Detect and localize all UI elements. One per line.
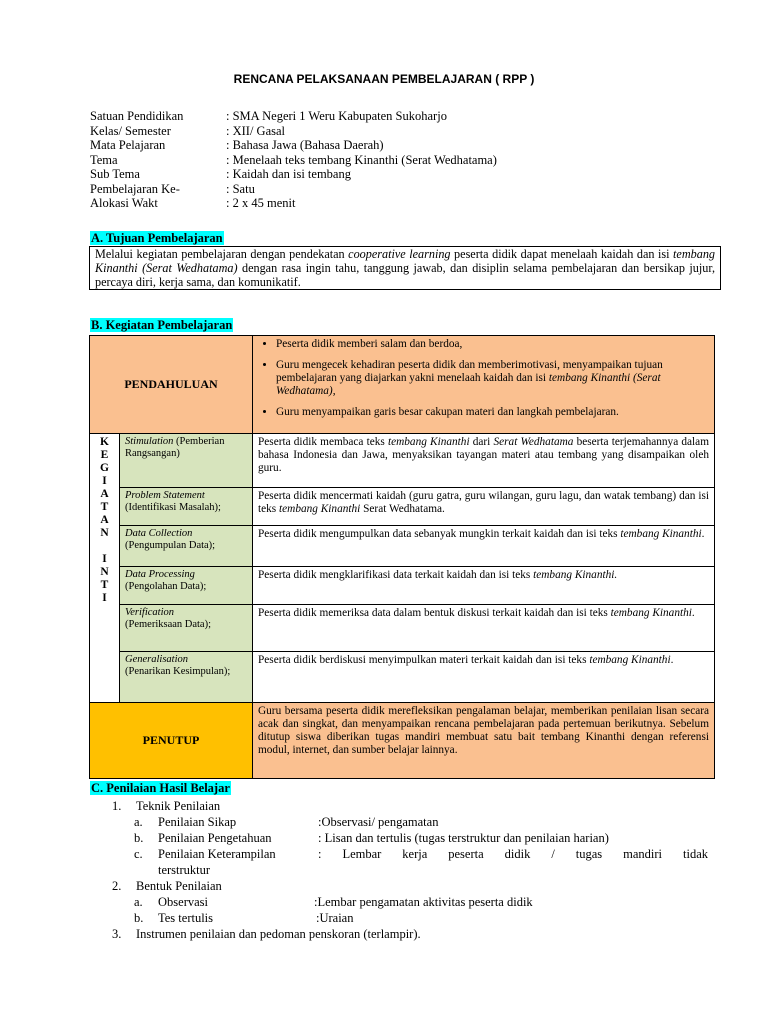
objective-text: dengan rasa ingin tahu, tanggung jawab, dan disiplin selama pembelajaran dan bersikap jujur, percaya diri, kerja sama, dan komunikatif.	[95, 261, 715, 289]
objective-text: Melalui kegiatan pembelajaran dengan pendekatan	[95, 247, 349, 261]
list-item	[112, 878, 708, 894]
sub-name: Penilaian Keterampilan	[158, 847, 276, 861]
desc-text: dari	[469, 436, 494, 448]
sub-letter: b.	[134, 911, 144, 925]
desc-italic: tembang Kinanthi	[387, 436, 470, 448]
letter: I	[102, 592, 107, 604]
sub-spacer	[134, 862, 158, 878]
identity-row	[90, 167, 497, 182]
step-name-italic: Generalisation	[125, 654, 188, 665]
letter: I	[102, 553, 107, 565]
sub-value: :Observasi/ pengamatan	[318, 815, 439, 829]
desc-text: .	[691, 607, 695, 619]
identity-value: : SMA Negeri 1 Weru Kabupaten Sukoharjo	[226, 109, 447, 123]
desc-italic: Serat Wedhatama	[493, 436, 574, 448]
penutup-content: Guru bersama peserta didik merefleksikan pengalaman belajar, memberikan penilaian lisan secara acak dan singkat, dan menyampaikan rencana pembelajaran pada pertemuan berikutnya. Sebelum ditutup siswa diberikan tugas mandiri membuat satu bait tembang Kinanthi dengan referensi modul, internet, dan sumber belajar lainnya.	[253, 703, 715, 779]
sub-value: :Lembar pengamatan aktivitas peserta didik	[314, 895, 533, 909]
objective-text-italic: tembang Kinanthi (Serat Wedhatama)	[95, 247, 716, 275]
identity-label: Pembelajaran Ke-	[90, 181, 180, 196]
identity-row	[90, 153, 497, 168]
desc-text: Peserta didik mengklarifikasi data terkait kaidah dan isi teks	[258, 569, 534, 581]
identity-row	[90, 196, 497, 211]
step-description	[253, 488, 715, 526]
desc-text: Serat Wedhatama.	[360, 503, 445, 515]
objective-text-italic: cooperative learning	[348, 247, 451, 261]
step-description	[253, 605, 715, 652]
step-name-text: (Penarikan Kesimpulan);	[125, 666, 231, 677]
section-c-heading-wrap	[90, 781, 231, 796]
sub-item	[112, 830, 708, 846]
letter: I	[102, 475, 107, 487]
sub-name: Penilaian Pengetahuan	[158, 831, 272, 845]
pendahuluan-list	[258, 338, 709, 419]
list-number: 1.	[112, 799, 122, 813]
identity-label: Mata Pelajaran	[90, 138, 166, 152]
step-name	[120, 567, 253, 605]
step-name-italic: Data Collection	[125, 528, 193, 539]
sub-item	[112, 814, 708, 830]
sub-item	[112, 894, 708, 910]
step-description	[253, 526, 715, 567]
step-name-text: (Identifikasi Masalah);	[125, 502, 221, 513]
sub-item	[112, 846, 708, 862]
desc-text: Peserta didik memeriksa data dalam bentuk diskusi terkait kaidah dan isi teks	[258, 607, 611, 619]
step-name	[120, 434, 253, 488]
penutup-label: PENUTUP	[90, 703, 253, 779]
identity-row	[90, 138, 497, 153]
step-description	[253, 434, 715, 488]
desc-italic: tembang Kinanthi.	[533, 569, 618, 581]
step-row	[90, 434, 715, 488]
section-c-heading: C. Penilaian Hasil Belajar	[91, 781, 230, 795]
document-title: RENCANA PELAKSANAAN PEMBELAJARAN ( RPP )	[233, 72, 535, 86]
identity-label: Kelas/ Semester	[90, 123, 171, 138]
step-description	[253, 652, 715, 703]
list-item: • Peserta didik memberi salam dan berdoa,	[276, 338, 709, 351]
identity-row	[90, 109, 497, 124]
desc-text: Peserta didik membaca teks	[258, 436, 388, 448]
sub-letter: c.	[134, 847, 143, 861]
pendahuluan-row	[90, 336, 715, 434]
sub-item-continuation	[112, 862, 708, 878]
desc-italic: tembang Kinanthi	[620, 528, 702, 540]
desc-text: Peserta didik mencermati kaidah (guru gatra, guru wilangan, guru lagu, dan watak tembang) dan isi teks	[258, 490, 709, 515]
desc-text: .	[701, 528, 705, 540]
list-item	[276, 359, 709, 398]
letter: A	[100, 488, 109, 500]
letter: K	[100, 436, 109, 448]
step-row	[90, 567, 715, 605]
identity-value: : XII/ Gasal	[226, 123, 286, 138]
desc-text: Peserta didik mengumpulkan data sebanyak mungkin terkait kaidah dan isi teks	[258, 528, 621, 540]
list-item	[112, 798, 708, 814]
step-row	[90, 605, 715, 652]
list-item: • Guru menyampaikan garis besar cakupan materi dan langkah pembelajaran.	[276, 406, 709, 419]
letter: T	[100, 579, 109, 591]
sub-letter: a.	[134, 895, 143, 909]
sub-name: Observasi	[158, 895, 208, 909]
letter: N	[100, 527, 109, 539]
step-row	[90, 488, 715, 526]
step-row	[90, 526, 715, 567]
desc-italic: tembang Kinanthi	[279, 503, 361, 515]
section-b-heading: B. Kegiatan Pembelajaran	[91, 318, 233, 332]
sub-value: :Uraian	[316, 911, 354, 925]
step-name	[120, 652, 253, 703]
list-number: 3.	[112, 927, 122, 941]
sub-value: : Lisan dan tertulis (tugas terstruktur dan penilaian harian)	[318, 831, 609, 845]
identity-value: : Kaidah dan isi tembang	[226, 167, 351, 181]
list-item-text: Instrumen penilaian dan pedoman penskoran (terlampir).	[136, 927, 421, 941]
step-name-italic: Data Processing	[125, 569, 195, 580]
pendahuluan-content	[253, 336, 715, 434]
section-b-heading-wrap	[90, 318, 233, 333]
step-name	[120, 605, 253, 652]
step-name-text: (Pengolahan Data);	[125, 581, 207, 592]
step-name	[120, 488, 253, 526]
desc-text: Peserta didik berdiskusi menyimpulkan materi terkait kaidah dan isi teks	[258, 654, 590, 666]
list-item-text: Guru mengecek kehadiran peserta didik dan memberimotivasi, menyampaikan tujuan pembelajaran yang diajarkan yakni menelaah kaidah dan isi	[276, 359, 663, 384]
desc-italic: tembang Kinanthi	[589, 654, 671, 666]
list-item	[112, 926, 708, 942]
list-item-text: Bentuk Penilaian	[136, 879, 222, 893]
identity-label: Alokasi Wakt	[90, 196, 158, 210]
step-name-italic: Stimulation	[125, 436, 174, 447]
step-name-italic: Verification	[125, 607, 174, 618]
sub-name: Tes tertulis	[158, 911, 214, 925]
step-name-italic: Problem Statement	[125, 490, 205, 501]
identity-value: : Bahasa Jawa (Bahasa Daerah)	[226, 138, 384, 152]
identity-label: Sub Tema	[90, 167, 140, 181]
identity-value: : 2 x 45 menit	[226, 196, 296, 210]
sub-name: Penilaian Sikap	[158, 815, 237, 829]
identity-row	[90, 182, 497, 197]
sub-item	[112, 910, 708, 926]
identity-label: Satuan Pendidikan	[90, 109, 184, 123]
desc-text: .	[670, 654, 674, 666]
letter: T	[100, 501, 109, 513]
desc-italic: tembang Kinanthi	[610, 607, 692, 619]
sub-value: : Lembar kerja peserta didik / tugas mandiri tidak	[318, 847, 708, 861]
identity-row	[90, 124, 497, 139]
letter-gap	[90, 540, 119, 553]
letter: A	[100, 514, 109, 526]
identity-value: : Satu	[226, 181, 255, 196]
identity-label: Tema	[90, 152, 118, 167]
section-a-heading: A. Tujuan Pembelajaran	[91, 231, 223, 245]
letter: N	[100, 566, 109, 578]
step-name	[120, 526, 253, 567]
penutup-row	[90, 703, 715, 779]
sub-letter: a.	[134, 815, 143, 829]
learning-activities-table	[89, 335, 715, 779]
identity-block	[90, 109, 497, 211]
step-row	[90, 652, 715, 703]
letter: E	[100, 449, 109, 461]
sub-letter: b.	[134, 831, 144, 845]
step-name-text: (Pengumpulan Data);	[125, 540, 216, 551]
section-a-heading-wrap	[90, 231, 224, 246]
desc-text: beserta terjemahannya dalam bahasa Indonesia dan Jawa, menyaksikan tayangan materi atau tembang yang disampaikan oleh guru.	[258, 436, 709, 474]
list-item-text-italic: tembang Kinanthi (Serat Wedhatama),	[276, 372, 661, 397]
learning-objective-box	[89, 246, 721, 290]
step-description	[253, 567, 715, 605]
letter: G	[100, 462, 109, 474]
objective-text: peserta didik dapat menelaah kaidah dan isi	[450, 247, 674, 261]
sub-value-continued: terstruktur	[158, 863, 211, 877]
step-name-text: (Pemeriksaan Data);	[125, 619, 212, 630]
identity-value: : Menelaah teks tembang Kinanthi (Serat Wedhatama)	[226, 152, 497, 167]
step-name-text: (Pemberian Rangsangan)	[125, 436, 225, 459]
kegiatan-inti-vertical-label	[90, 434, 120, 703]
list-number: 2.	[112, 879, 122, 893]
assessment-list	[112, 798, 708, 942]
list-item-text: Teknik Penilaian	[136, 799, 221, 813]
pendahuluan-label: PENDAHULUAN	[90, 336, 253, 434]
